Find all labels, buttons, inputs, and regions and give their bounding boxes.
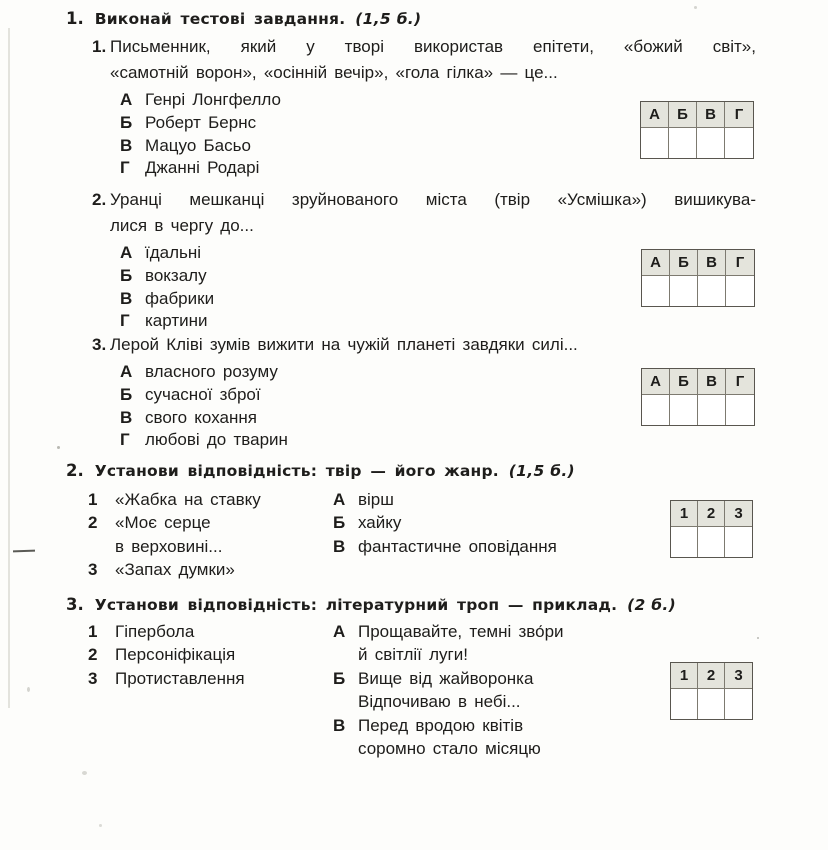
option-text: вокзалу <box>145 265 207 285</box>
match-right-list <box>333 620 564 760</box>
match-item-number: 1 <box>88 622 98 641</box>
match-item <box>333 511 557 534</box>
match-item-number: 3 <box>88 668 98 688</box>
option-text: Роберт Бернс <box>145 112 257 132</box>
match-item-line: Прощавайте, темні зво́ри <box>358 622 564 641</box>
match-item-text <box>115 667 245 690</box>
grid-header-cell: 1 <box>671 501 698 527</box>
grid-header-cell: В <box>697 102 725 128</box>
grid-input-cell[interactable] <box>726 395 754 425</box>
grid-input-cell[interactable] <box>670 276 698 306</box>
grid-header-cell: А <box>642 250 670 276</box>
match-item-text <box>358 488 394 511</box>
match-item-text <box>115 643 235 666</box>
option-letter: Б <box>120 265 133 285</box>
match-item-line: соромно стало місяцю <box>358 739 541 759</box>
grid-header-cell: Г <box>725 102 753 128</box>
match-item <box>88 620 245 643</box>
match-item-letter: А <box>333 490 346 509</box>
option-letter: А <box>120 243 133 262</box>
grid-input-cell[interactable] <box>670 395 698 425</box>
option-text: їдальні <box>145 243 202 262</box>
section-number: 2. <box>66 461 84 480</box>
section-title: Виконай тестові завдання. <box>94 10 346 28</box>
match-item-text <box>115 511 222 558</box>
grid-answer-row <box>671 689 752 719</box>
match-item-number: 1 <box>88 490 98 509</box>
match-item-line: Відпочиваю в небі... <box>358 692 521 712</box>
option-letter: А <box>120 90 133 109</box>
grid-header-cell: 3 <box>725 501 752 527</box>
answer-grid-question-3 <box>641 368 755 426</box>
grid-header-cell: А <box>642 369 670 395</box>
grid-input-cell[interactable] <box>725 689 752 719</box>
question-line: Лерой Кліві зумів вижити на чужій планеті завдяки силі... <box>110 335 578 354</box>
grid-header-row <box>642 369 754 395</box>
grid-answer-row <box>671 527 752 557</box>
grid-input-cell[interactable] <box>642 276 670 306</box>
grid-input-cell[interactable] <box>725 128 753 158</box>
section-score: (1,5 б.) <box>508 462 575 480</box>
question-line: лися в чергу до... <box>110 216 254 235</box>
match-left-list <box>88 488 261 582</box>
match-item-text <box>358 511 401 534</box>
option-row <box>120 310 760 333</box>
question-text <box>110 187 756 239</box>
option-letter: Г <box>120 430 130 450</box>
option-letter: В <box>120 135 133 155</box>
question-number: 2. <box>92 190 107 209</box>
scan-speck <box>27 687 30 692</box>
grid-header-cell: В <box>698 250 726 276</box>
section-number: 1. <box>66 9 84 28</box>
match-item-number: 3 <box>88 560 98 580</box>
match-item-letter: В <box>333 715 346 735</box>
grid-input-cell[interactable] <box>698 276 726 306</box>
grid-header-cell: 2 <box>698 663 725 689</box>
match-item-line: хайку <box>358 513 402 533</box>
grid-input-cell[interactable] <box>726 276 754 306</box>
match-item-line: й світлії луги! <box>358 645 468 665</box>
match-item-text <box>115 488 261 511</box>
scan-artifact-line <box>8 28 10 708</box>
grid-answer-row <box>642 276 754 306</box>
match-item <box>88 488 261 511</box>
match-item-text <box>358 620 564 667</box>
match-left-list <box>88 620 245 690</box>
match-item-line: Перед вродою квітів <box>358 715 524 735</box>
option-letter: А <box>120 362 133 381</box>
option-text: Мацуо Басьо <box>145 135 251 155</box>
match-item-text <box>358 667 533 714</box>
answer-grid-match-1 <box>670 500 753 558</box>
grid-header-row <box>642 250 754 276</box>
answer-grid-question-1 <box>640 101 754 159</box>
scan-speck <box>757 637 759 639</box>
grid-input-cell[interactable] <box>641 128 669 158</box>
question-line: Письменник, який у творі використав епітети, «божий світ», <box>110 37 756 56</box>
option-row <box>120 157 760 180</box>
match-item-text <box>358 714 541 761</box>
section-1-header <box>66 9 421 28</box>
match-item-line: вірш <box>358 490 394 509</box>
option-letter: Б <box>120 384 133 404</box>
section-title: Установи відповідність: літературний троп — приклад. <box>94 596 618 614</box>
question-number: 3. <box>92 335 107 354</box>
grid-header-cell: Г <box>726 369 754 395</box>
scan-speck <box>99 824 102 827</box>
grid-input-cell[interactable] <box>671 527 698 557</box>
match-item-text <box>358 535 557 558</box>
answer-grid-match-2 <box>670 662 753 720</box>
grid-input-cell[interactable] <box>725 527 752 557</box>
match-item-line: Протиставлення <box>115 668 245 688</box>
section-2-header <box>66 461 575 480</box>
grid-header-cell: Г <box>726 250 754 276</box>
match-item-line: фантастичне оповідання <box>358 536 557 556</box>
match-item-letter: Б <box>333 513 346 533</box>
match-item <box>88 643 245 666</box>
section-3-header <box>66 595 676 614</box>
option-text: Джанні Родарі <box>145 158 260 178</box>
match-item-letter: В <box>333 536 346 556</box>
grid-input-cell[interactable] <box>698 689 725 719</box>
answer-grid-question-2 <box>641 249 755 307</box>
option-text: сучасної зброї <box>145 384 261 404</box>
question-number: 1. <box>92 37 107 56</box>
match-item-number: 2 <box>88 513 98 533</box>
grid-header-row <box>671 501 752 527</box>
grid-input-cell[interactable] <box>697 128 725 158</box>
option-text: свого кохання <box>145 407 257 427</box>
match-item <box>333 667 564 714</box>
grid-answer-row <box>642 395 754 425</box>
match-item <box>333 714 564 761</box>
grid-input-cell[interactable] <box>698 395 726 425</box>
match-item <box>88 558 261 581</box>
grid-input-cell[interactable] <box>642 395 670 425</box>
option-row <box>120 429 760 452</box>
grid-header-row <box>671 663 752 689</box>
grid-input-cell[interactable] <box>671 689 698 719</box>
match-item <box>333 488 557 511</box>
match-item-line: Персоніфікація <box>115 645 236 665</box>
grid-header-cell: Б <box>670 369 698 395</box>
option-letter: Г <box>120 158 130 178</box>
option-letter: В <box>120 288 133 308</box>
option-text: любові до тварин <box>145 430 288 450</box>
grid-header-cell: Б <box>669 102 697 128</box>
match-item <box>88 667 245 690</box>
grid-header-cell: А <box>641 102 669 128</box>
match-item <box>88 511 261 558</box>
option-text: Генрі Лонгфелло <box>145 90 281 109</box>
grid-header-cell: 3 <box>725 663 752 689</box>
scan-artifact-dash <box>13 550 35 553</box>
match-item <box>333 620 564 667</box>
match-item-line: «Моє серце <box>115 513 211 533</box>
match-item-line: «Запах думки» <box>115 560 235 580</box>
match-item-line: в верховині... <box>115 536 223 556</box>
grid-input-cell[interactable] <box>669 128 697 158</box>
match-item-letter: А <box>333 622 346 641</box>
question-text <box>110 34 756 86</box>
grid-answer-row <box>641 128 753 158</box>
option-text: власного розуму <box>145 362 278 381</box>
grid-header-cell: 1 <box>671 663 698 689</box>
option-text: картини <box>145 311 208 331</box>
section-title: Установи відповідність: твір — його жанр. <box>94 462 499 480</box>
grid-header-cell: В <box>698 369 726 395</box>
grid-header-cell: 2 <box>698 501 725 527</box>
question-line: «самотній ворон», «осінній вечір», «гола гілка» — це... <box>110 63 558 82</box>
option-letter: В <box>120 407 133 427</box>
grid-header-row <box>641 102 753 128</box>
scan-speck <box>57 446 60 449</box>
section-score: (2 б.) <box>627 596 676 614</box>
match-item-text <box>115 558 235 581</box>
match-item-line: Вище від жайворонка <box>358 668 534 688</box>
scan-speck <box>82 771 87 775</box>
match-right-list <box>333 488 557 558</box>
option-text: фабрики <box>145 288 215 308</box>
match-item-letter: Б <box>333 668 346 688</box>
question-text <box>110 332 756 358</box>
match-item-number: 2 <box>88 645 98 665</box>
match-item-line: «Жабка на ставку <box>115 490 261 509</box>
section-number: 3. <box>66 595 84 614</box>
match-item-text <box>115 620 194 643</box>
match-item <box>333 535 557 558</box>
grid-header-cell: Б <box>670 250 698 276</box>
option-letter: Г <box>120 311 130 331</box>
grid-input-cell[interactable] <box>698 527 725 557</box>
section-score: (1,5 б.) <box>355 10 422 28</box>
option-letter: Б <box>120 112 133 132</box>
question-line: Уранці мешканці зруйнованого міста (твір «Усмішка») вишикува- <box>110 190 756 209</box>
match-item-line: Гіпербола <box>115 622 195 641</box>
scan-speck <box>694 6 697 9</box>
